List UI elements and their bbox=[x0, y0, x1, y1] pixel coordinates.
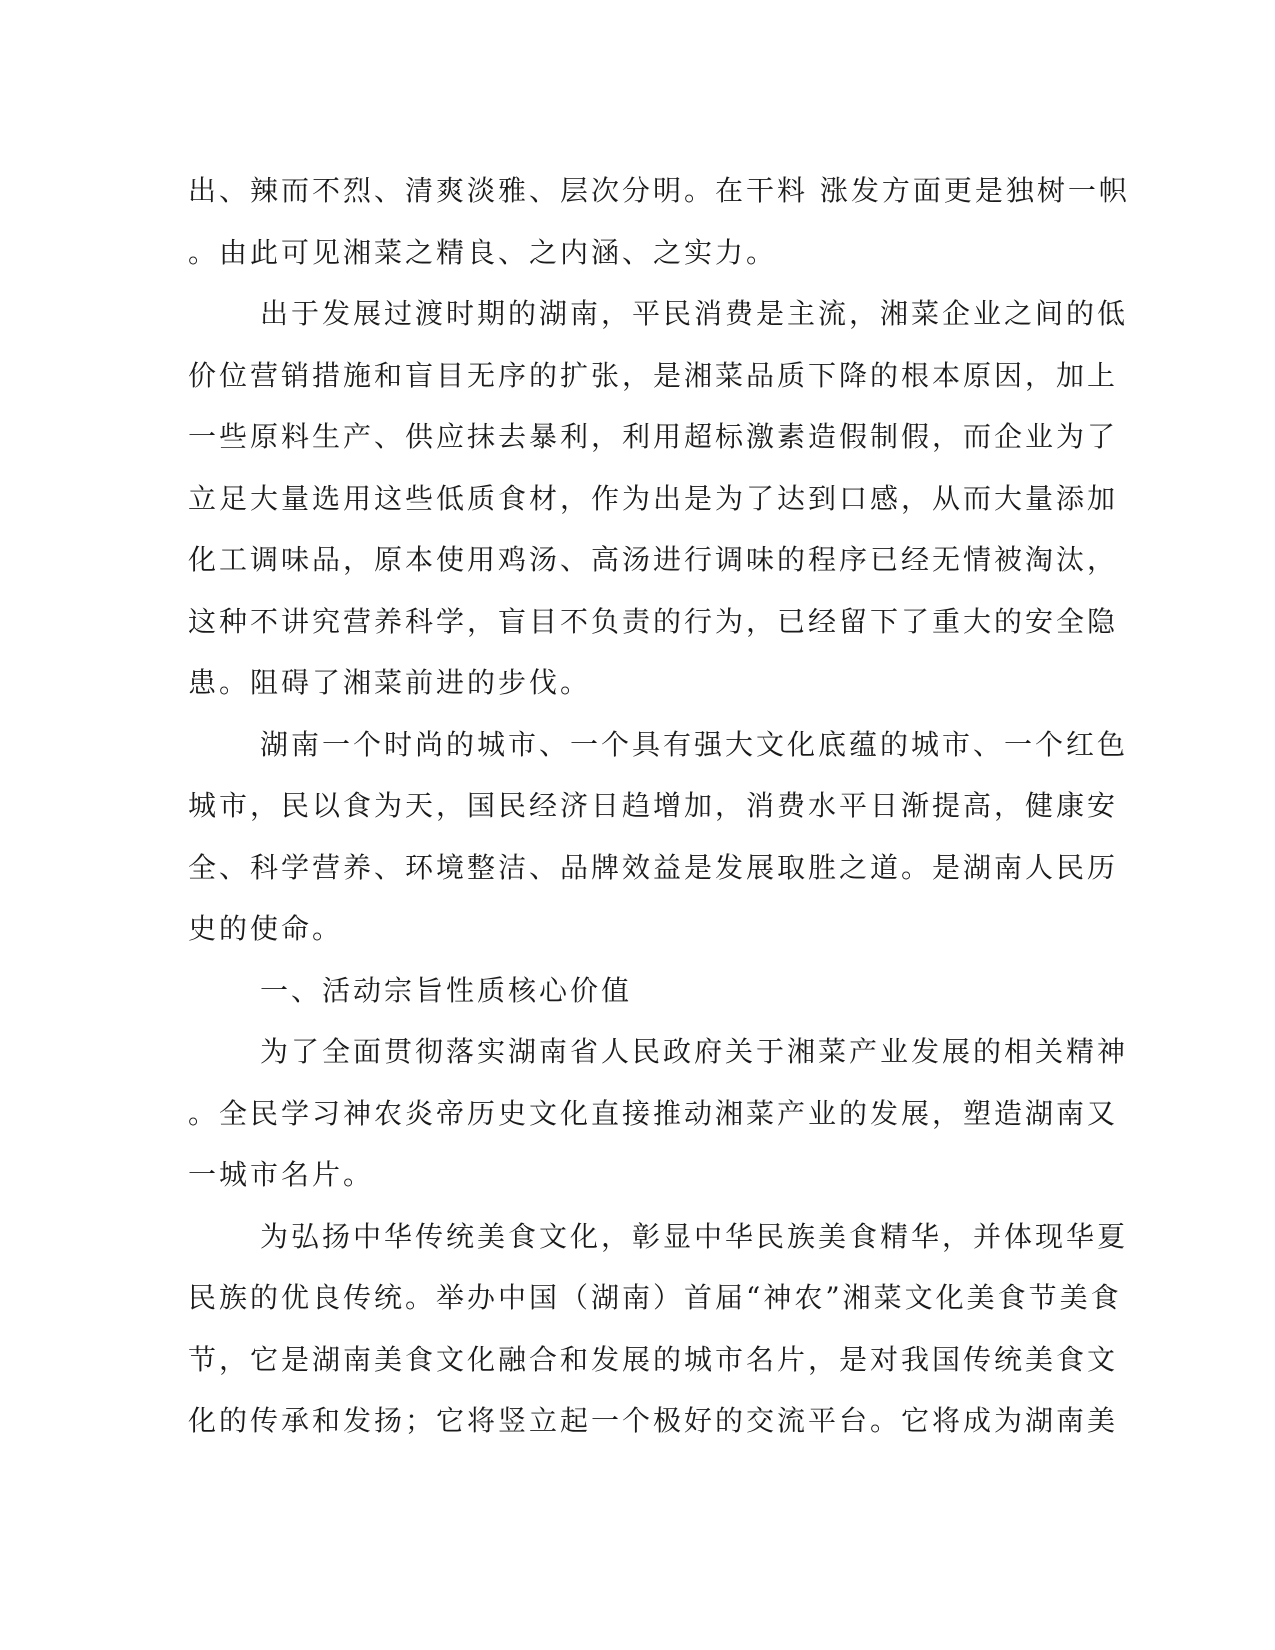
paragraph-start-line: 为了全面贯彻落实湖南省人民政府关于湘菜产业发展的相关精神 bbox=[260, 1035, 1129, 1068]
text-line: 一些原料生产、供应抹去暴利，利用超标激素造假制假，而企业为了 bbox=[188, 420, 1119, 453]
text-line: 化工调味品，原本使用鸡汤、高汤进行调味的程序已经无情被淘汰， bbox=[188, 543, 1119, 576]
text-line: 民族的优良传统。举办中国（湖南）首届“神农”湘菜文化美食节美食 bbox=[188, 1281, 1122, 1314]
text-line: 史的使命。 bbox=[188, 912, 344, 945]
text-line: 一城市名片。 bbox=[188, 1158, 375, 1191]
paragraph-start-line: 湖南一个时尚的城市、一个具有强大文化底蕴的城市、一个红色 bbox=[260, 727, 1129, 761]
text-line: 全、科学营养、环境整洁、品牌效益是发展取胜之道。是湖南人民历 bbox=[188, 850, 1119, 884]
paragraph-start-line: 为弘扬中华传统美食文化，彰显中华民族美食精华，并体现华夏 bbox=[260, 1219, 1129, 1253]
text-line: 患。阻碍了湘菜前进的步伐。 bbox=[188, 666, 592, 699]
paragraph-start-line: 出于发展过渡时期的湖南，平民消费是主流，湘菜企业之间的低 bbox=[260, 297, 1129, 330]
text-line: 这种不讲究营养科学，盲目不负责的行为，已经留下了重大的安全隐 bbox=[188, 604, 1119, 638]
text-line: 节，它是湖南美食文化融合和发展的城市名片，是对我国传统美食文 bbox=[188, 1342, 1119, 1376]
text-line: 立足大量选用这些低质食材，作为出是为了达到口感，从而大量添加 bbox=[188, 481, 1119, 515]
text-line: 化的传承和发扬；它将竖立起一个极好的交流平台。它将成为湖南美 bbox=[188, 1404, 1119, 1437]
text-line: 城市，民以食为天，国民经济日趋增加，消费水平日渐提高，健康安 bbox=[188, 789, 1119, 822]
section-heading: 一、活动宗旨性质核心价值 bbox=[260, 973, 633, 1007]
text-line: 。由此可见湘菜之精良、之内涵、之实力。 bbox=[188, 235, 778, 269]
text-line: 价位营销措施和盲目无序的扩张，是湘菜品质下降的根本原因，加上 bbox=[188, 358, 1119, 392]
text-line: 出、辣而不烈、清爽淡雅、层次分明。在干料 涨发方面更是独树一帜 bbox=[188, 174, 1130, 207]
body-text bbox=[188, 160, 1130, 1452]
text-line: 。全民学习神农炎帝历史文化直接推动湘菜产业的发展，塑造湖南又 bbox=[188, 1096, 1119, 1130]
